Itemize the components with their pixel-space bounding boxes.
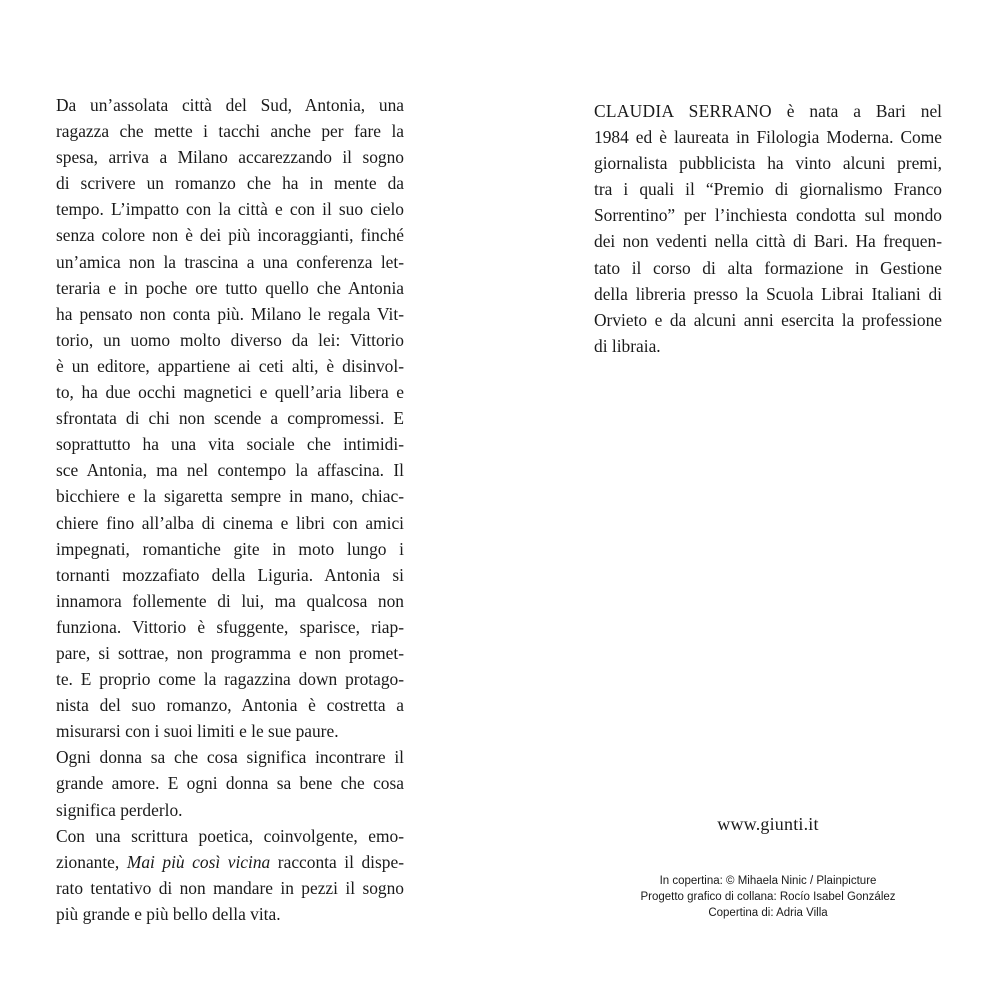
cover-credits (594, 873, 942, 922)
cover-designer-credit: Copertina di: Adria Villa (708, 907, 828, 920)
author-name: CLAUDIA SERRANO (594, 101, 772, 121)
synopsis-line: to, ha due occhi magnetici e quell’aria libera e (56, 382, 404, 403)
synopsis-line: ragazza che mette i tacchi anche per fare la (56, 121, 404, 142)
synopsis-line: sfrontata di chi non scende a compromessi. E (56, 408, 404, 429)
series-design-credit: Progetto grafico di collana: Rocío Isabel González (640, 891, 896, 904)
synopsis-text (56, 92, 404, 927)
synopsis-fragment: racconta il dispe- (270, 851, 404, 872)
synopsis-line: rato tentativo di non mandare in pezzi il sogno (56, 877, 404, 898)
cover-photo-credit: In copertina: © Mihaela Ninic / Plainpicture (659, 875, 877, 887)
synopsis-line: senza colore non è dei più incoraggianti, finché (56, 225, 404, 246)
synopsis-line: di scrivere un romanzo che ha in mente da (56, 173, 404, 194)
synopsis-line: nista del suo romanzo, Antonia è costretta a (56, 695, 404, 716)
synopsis-line: ha pensato non conta più. Milano le regala Vit- (56, 303, 404, 324)
author-bio-line: Orvieto e da alcuni anni esercita la professione (594, 309, 942, 330)
synopsis-line: teraria e in poche ore tutto quello che Antonia (56, 277, 404, 298)
synopsis-line: innamora follemente di lui, ma qualcosa non (56, 590, 404, 611)
synopsis-line: Con una scrittura poetica, coinvolgente, emo- (56, 825, 404, 846)
author-bio-line: di libraia. (594, 335, 661, 356)
synopsis-line: soprattutto ha una vita sociale che intimidi- (56, 434, 404, 455)
author-bio-line: tato il corso di alta formazione in Gestione (594, 257, 942, 278)
synopsis-line: funziona. Vittorio è sfuggente, sparisce, riap- (56, 616, 404, 637)
synopsis-line: torio, un uomo molto diverso da lei: Vittorio (56, 329, 404, 350)
author-bio-first-line (594, 98, 942, 124)
author-bio-line: Sorrentino” per l’inchiesta condotta sul mondo (594, 205, 942, 226)
synopsis-line: tempo. L’impatto con la città e con il suo cielo (56, 199, 404, 220)
synopsis-line: un’amica non la trascina a una conferenza let- (56, 251, 404, 272)
book-title: Mai più così vicina (126, 851, 271, 872)
synopsis-line: misurarsi con i suoi limiti e le sue paure. (56, 721, 339, 742)
synopsis-fragment: zionante, (56, 851, 127, 872)
author-bio-line: tra i quali il “Premio di giornalismo Franco (594, 179, 942, 200)
synopsis-line: spesa, arriva a Milano accarezzando il sogno (56, 147, 404, 168)
author-bio (594, 98, 942, 359)
synopsis-line: impegnati, romantiche gite in moto lungo i (56, 538, 404, 559)
synopsis-line: Ogni donna sa che cosa significa incontrare il (56, 747, 404, 768)
synopsis-line: significa perderlo. (56, 799, 183, 820)
synopsis-line-with-title (56, 849, 404, 875)
synopsis-line: più grande e più bello della vita. (56, 903, 281, 924)
synopsis-line: è un editore, appartiene ai ceti alti, è disinvol- (56, 355, 404, 376)
author-bio-line: della libreria presso la Scuola Librai Italiani di (594, 283, 942, 304)
synopsis-line: chiere fino all’alba di cinema e libri con amici (56, 512, 404, 533)
synopsis-line: bicchiere e la sigaretta sempre in mano, chiac- (56, 486, 404, 507)
synopsis-line: pare, si sottrae, non programma e non promet- (56, 642, 404, 663)
synopsis-line: grande amore. E ogni donna sa bene che cosa (56, 773, 404, 794)
synopsis-line: sce Antonia, ma nel contempo la affascina. Il (56, 460, 404, 481)
author-bio-fragment: è nata a Bari nel (771, 101, 943, 121)
synopsis-line: Da un’assolata città del Sud, Antonia, una (56, 95, 404, 115)
synopsis-line: te. E proprio come la ragazzina down protago- (56, 669, 404, 690)
synopsis-line: tornanti mozzafiato della Liguria. Antonia si (56, 564, 404, 585)
author-bio-line: giornalista pubblicista ha vinto alcuni premi, (594, 153, 942, 174)
author-bio-line: 1984 ed è laureata in Filologia Moderna. Come (594, 127, 942, 148)
author-bio-line: dei non vedenti nella città di Bari. Ha frequen- (594, 231, 942, 252)
publisher-website[interactable]: www.giunti.it (717, 814, 819, 834)
